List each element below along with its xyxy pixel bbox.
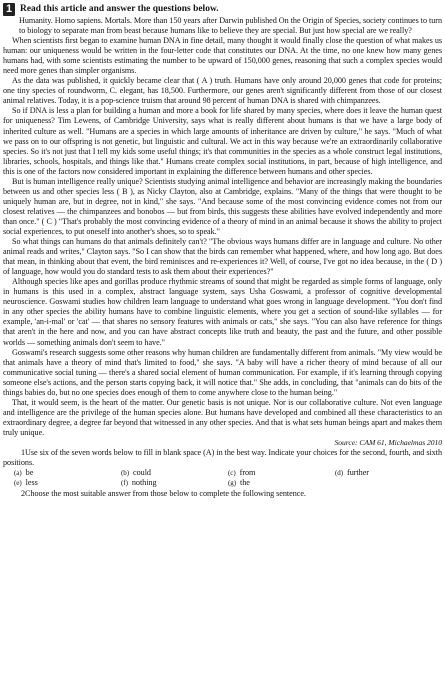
question-2 — [3, 489, 442, 499]
article-source: Source: CAM 61, Michaelmas 2010 — [334, 437, 442, 447]
question-1-number: 1 — [21, 447, 26, 457]
option-e: (e) less — [14, 478, 38, 488]
article-paragraph-3: As the data was published, it quickly became clear that ( A ) truth. Humans have only around 20,000 genes that code for proteins; one tiny species of roundworm, C. elegant, has 18,500. Furthermore, our genes aren't significantly different from those of our closest animal relatives. Today, it is a pop-science truism that around 98 percent of human DNA is shared with chimpanzees. — [3, 76, 442, 106]
word-options-row-1 — [14, 468, 442, 479]
question-2-number: 2 — [21, 489, 26, 499]
option-b: (b) could — [121, 467, 151, 477]
article-paragraph-7: Although species like apes and gorillas produce rhythmic streams of sound that might be regarded as simple forms of language, only in humans is this used in a complex, abstract language system, says Usha Goswami, a professor of cognitive developmental neuroscience. Goswami studies how children learn language to understand what goes wrong in language development. "You don't find in any other species the ability humans have to combine linguistic elements, where you get a section of sound-like syllables — for example, 'an-i-mal' or 'cat' — that shares no sensory features with animals or cats," she says. "You can also have reference for things that aren't in the here and now, and you can have abstract concepts like truth and beauty, the past and the future, and other possible worlds — something animals don't seem to have." — [3, 277, 442, 347]
article-body — [3, 16, 442, 499]
word-options-row-2 — [14, 478, 442, 489]
question-header — [3, 2, 219, 16]
article-paragraph-2: When scientists first began to examine human DNA in fine detail, many thought it would finally close the question of what makes us human: our uniqueness would be written in the four-letter code that constitutes our DNA. At the time, no one knew how many genes humans had, with some scientists estimating the number to be upward of 150,000 genes, reasoning that such a complex species would need more genes than simpler organisms. — [3, 36, 442, 76]
article-paragraph-8: Goswami's research suggests some other reasons why human children are fundamentally different from animals. "My view would be that animals have a theory of mind that's limited to food," she says. "A baby will have a richer theory of mind because of all our communicative social tuning — there's a shared social element of human communication. For example, if it's learning through copying someone else's actions, and the person starts copying back, it will notice that." She adds, in concluding, that "animals can do bits of the things babies do, but no one species does enough of them to come anywhere close to the human being." — [3, 347, 442, 397]
article-paragraph-4: So if DNA is less a plan for building a human and more a book for life shared by many species, where does it leave the human quest for uniqueness? Tim Lewens, of Cambridge University, says what is really different about humans is that we have a large body of inherited culture as well. "Humans are a species in which large amounts of inheritance are driven by culture," he says. "Much of what we pass on to our offspring is not genetic, but linguistic and cultural. We act in this way because we're an extraordinarily collaborative species. So it's not just that I tell my kids some useful things; it's that communities in the species as a whole construct legal institutions, libraries, schools, hospitals, and things like that." Humans create complex social institutions, in part, because of high intelligence, and this is one of the factors now considered important in explaining the difference between humans and other species. — [3, 106, 442, 176]
question-2-text: Choose the most suitable answer from those below to complete the following sentence. — [25, 489, 306, 499]
article-paragraph-6: So what things can humans do that animals definitely can't? "The obvious ways humans differ are in language and culture. No other animal reads and writes," Clayton says. "So I can show that the birds can remember what happened, where, and how long ago. But does that mean, in thinking about that event, the bird reminisces and re-experiences it? Well, of course, I've got no idea because, in the ( D ) of language, how would you do standard tests to ask them about their experiences?" — [3, 237, 442, 277]
option-c: (c) from — [228, 467, 256, 477]
question-1-text: Use six of the seven words below to fill in blank space (A) in the best way. Indicate your choices for the second, fourth, and sixth positions. — [3, 447, 442, 467]
question-number-badge: 1 — [3, 3, 15, 16]
option-a: (a) be — [14, 467, 34, 477]
instructions-title: Read this article and answer the questions below. — [20, 4, 219, 14]
article-paragraph-1: Humanity. Homo sapiens. Mortals. More than 150 years after Darwin published On the Origin of Species, society continues to turn to biology to separate man from beast because humans like to believe they are special. But just how special are we really? — [19, 16, 442, 36]
option-f: (f) nothing — [121, 478, 157, 488]
article-paragraph-9: That, it would seem, is the heart of the matter. Our genetic basis is not unique. Nor is our collaborative culture. Not even language and intelligence are the privilege of the human species alone. But humans have developed and combined all these characteristics to an extraordinary degree, a degree far beyond that witnessed in any other species. And that is what sets human beings apart and makes them truly unique. — [3, 397, 442, 437]
option-d: (d) further — [335, 467, 369, 477]
article-paragraph-5: But is human intelligence really unique? Scientists studying animal intelligence and behavior are increasingly making the boundaries between us and other species less ( B ), as Nicky Clayton, also at Cambridge, explains. "Many of the things that were thought to be uniquely human are, but in degree, not in kind," she says. "And because some of the most convincing evidence comes not from our closest relatives — the chimpanzees and bonobos — but from birds, this suggests these abilities have evolved independently and more than once." ( C ) "That's probably the most convincing evidence of a theory of mind in an animal because it shows the ability to project social experiences, to put oneself into another's shoes, so to speak." — [3, 176, 442, 236]
question-1 — [3, 448, 442, 468]
option-g: (g) the — [228, 478, 250, 488]
